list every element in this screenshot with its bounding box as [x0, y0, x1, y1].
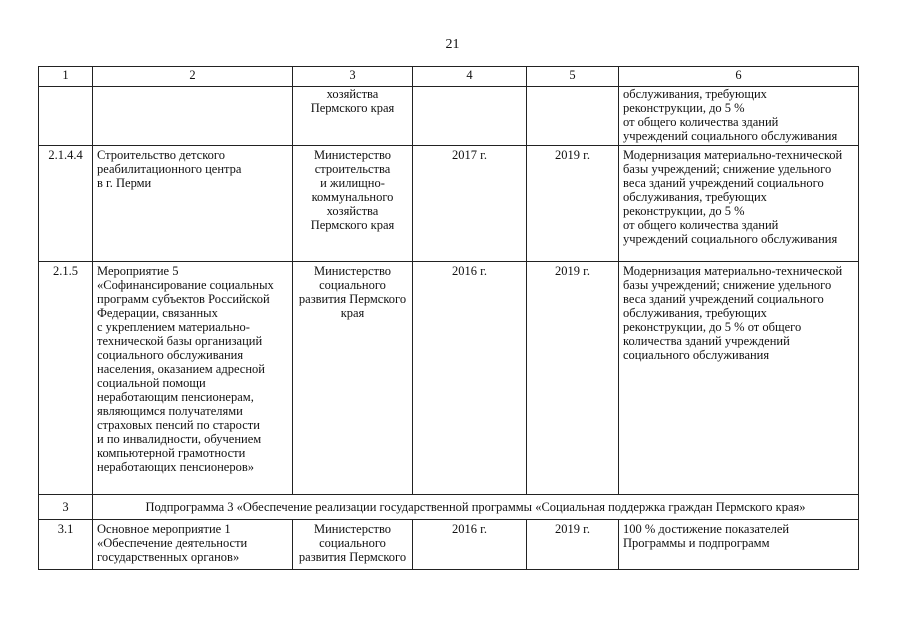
row-number: 3.1: [39, 520, 93, 570]
table-row: [39, 87, 859, 146]
activity-name: [93, 87, 293, 146]
column-header-1: 1: [39, 67, 93, 87]
activity-name: Основное мероприятие 1 «Обеспечение деятельности государственных органов»: [93, 520, 293, 570]
executor: Министерство социального развития Пермского края: [293, 262, 413, 495]
subprogram-number: 3: [39, 495, 93, 520]
table-row: [39, 262, 859, 495]
table-row: [39, 146, 859, 262]
activity-name: Мероприятие 5 «Софинансирование социальных программ субъектов Российской Федерации, связанных с укреплением материально- технической базы организаций социального обслуживания населения, оказанием адресной социальной помощи неработающим пенсионерам, являющимся получателями страховых пенсий по старости и по инвалидности, обучением компьютерной грамотности неработающих пенсионеров»: [93, 262, 293, 495]
expected-result: 100 % достижение показателей Программы и подпрограмм: [619, 520, 859, 570]
column-header-5: 5: [527, 67, 619, 87]
start-year: 2016 г.: [413, 262, 527, 495]
row-number: [39, 87, 93, 146]
table-header-row: [39, 67, 859, 87]
subprogram-row: [39, 495, 859, 520]
activity-name: Строительство детского реабилитационного центра в г. Перми: [93, 146, 293, 262]
row-number: 2.1.4.4: [39, 146, 93, 262]
end-year: [527, 87, 619, 146]
table-row: [39, 520, 859, 570]
row-number: 2.1.5: [39, 262, 93, 495]
expected-result: обслуживания, требующих реконструкции, до 5 % от общего количества зданий учреждений социального обслуживания: [619, 87, 859, 146]
expected-result: Модернизация материально-технической базы учреждений; снижение удельного веса зданий учреждений социального обслуживания, требующих реконструкции, до 5 % от общего количества зданий учреждений социального обслуживания: [619, 146, 859, 262]
start-year: [413, 87, 527, 146]
end-year: 2019 г.: [527, 146, 619, 262]
subprogram-title: Подпрограмма 3 «Обеспечение реализации государственной программы «Социальная поддержка граждан Пермского края»: [93, 495, 859, 520]
end-year: 2019 г.: [527, 520, 619, 570]
column-header-2: 2: [93, 67, 293, 87]
start-year: 2016 г.: [413, 520, 527, 570]
executor: хозяйства Пермского края: [293, 87, 413, 146]
executor: Министерство строительства и жилищно- коммунального хозяйства Пермского края: [293, 146, 413, 262]
column-header-6: 6: [619, 67, 859, 87]
column-header-4: 4: [413, 67, 527, 87]
start-year: 2017 г.: [413, 146, 527, 262]
program-table: [38, 66, 859, 570]
end-year: 2019 г.: [527, 262, 619, 495]
expected-result: Модернизация материально-технической базы учреждений; снижение удельного веса зданий учреждений социального обслуживания, требующих реконструкции, до 5 % от общего количества зданий учреждений социального обслуживания: [619, 262, 859, 495]
executor: Министерство социального развития Пермского: [293, 520, 413, 570]
column-header-3: 3: [293, 67, 413, 87]
page-number: 21: [445, 37, 460, 52]
